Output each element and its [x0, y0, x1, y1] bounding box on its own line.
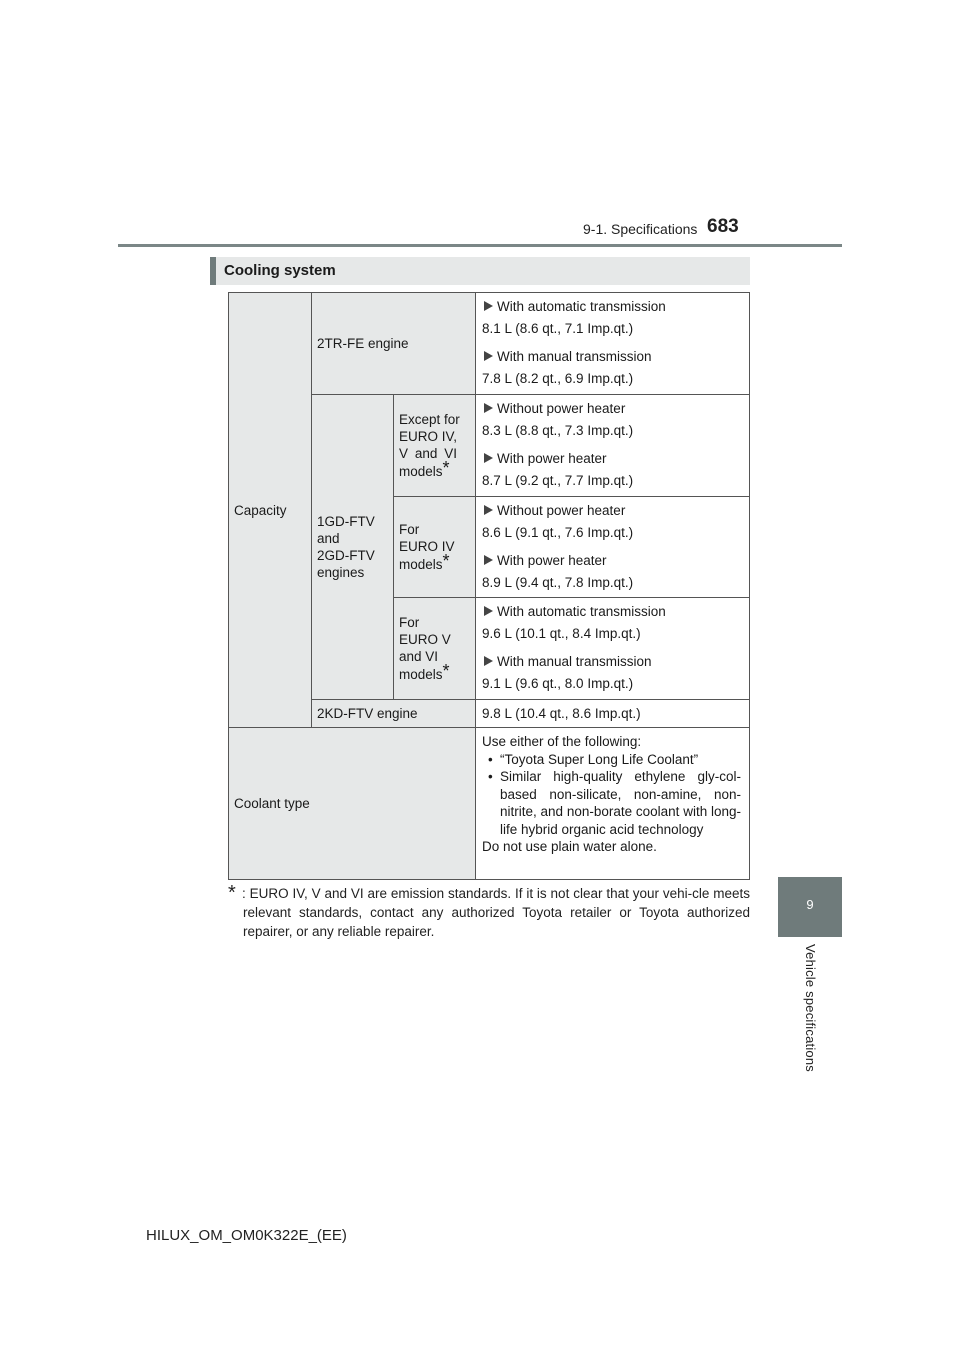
header-rule: [118, 244, 842, 247]
footnote: [228, 884, 750, 941]
option-row: [482, 348, 743, 365]
section-heading: [210, 257, 750, 285]
option-value: 9.6 L (10.1 qt., 8.4 Imp.qt.): [482, 626, 641, 641]
option-value: 7.8 L (8.2 qt., 6.9 Imp.qt.): [482, 371, 634, 386]
variant-euro-v-vi-label-cell: [393, 597, 475, 699]
footnote-star: *: [442, 458, 450, 478]
variant-label-line: models*: [399, 458, 450, 479]
triangle-bullet-icon: [484, 351, 493, 361]
variant-label: [399, 521, 455, 573]
engine-gd-label-line: and: [317, 531, 340, 546]
triangle-bullet-icon: [484, 453, 493, 463]
option-value: 9.1 L (9.6 qt., 8.0 Imp.qt.): [482, 676, 634, 691]
variant-label-line: EURO V: [399, 632, 451, 647]
coolant-label-cell: [228, 728, 475, 880]
engine-2kd-label-cell: [311, 699, 475, 728]
engine-2kd-value-cell: [475, 699, 750, 728]
footnote-text: : EURO IV, V and VI are emission standards. If it is not clear that your vehi-cle meets relevant standards, contact any authorized Toyota retailer or Toyota authorized repairer, or any reliable repairer.: [242, 886, 750, 939]
chapter-number: 9: [806, 897, 814, 912]
option-value: 8.9 L (9.4 qt., 7.8 Imp.qt.): [482, 575, 634, 590]
document-code: HILUX_OM_OM0K322E_(EE): [146, 1227, 347, 1244]
engine-gd-label-line: engines: [317, 565, 365, 580]
variant-label-line: Except for: [399, 412, 460, 427]
engine-2tr-value-cell: [475, 292, 750, 394]
coolant-value-cell: [475, 728, 750, 880]
engine-2tr-label-cell: [311, 292, 475, 394]
option-value: 8.3 L (8.8 qt., 7.3 Imp.qt.): [482, 423, 634, 438]
running-header-section: 9-1. Specifications: [583, 221, 698, 237]
variant-label-line: For: [399, 522, 420, 537]
coolant-options-list: [482, 751, 741, 839]
triangle-bullet-icon: [484, 505, 493, 515]
chapter-title: Vehicle specifications: [803, 944, 818, 1072]
engine-gd-label-cell: [311, 394, 393, 699]
variant-label-line: EURO IV: [399, 539, 455, 554]
option-condition: With manual transmission: [497, 654, 652, 669]
engine-gd-label-line: 1GD-FTV: [317, 514, 375, 529]
variant-label-line: and VI: [399, 649, 439, 664]
option-value: 8.6 L (9.1 qt., 7.6 Imp.qt.): [482, 525, 634, 540]
triangle-bullet-icon: [484, 656, 493, 666]
section-heading-accent: [210, 257, 216, 285]
triangle-bullet-icon: [484, 555, 493, 565]
option-condition: Without power heater: [497, 503, 626, 518]
coolant-option: • Similar high-quality ethylene gly-col-based non-silicate, non-amine, non-nitrite, and non-borate coolant with long-life hybrid organic acid technology: [482, 768, 741, 838]
engine-2kd-label: 2KD-FTV engine: [317, 706, 418, 721]
variant-except-euro-label-cell: [393, 394, 475, 496]
option-condition: With automatic transmission: [497, 299, 666, 314]
option-row: [482, 653, 743, 670]
option-condition: With power heater: [497, 451, 607, 466]
variant-label-line: V and VI: [399, 446, 458, 461]
option-row: [482, 450, 743, 467]
coolant-label: Coolant type: [234, 796, 310, 811]
variant-label: [399, 411, 464, 480]
variant-label-line: models*: [399, 661, 450, 682]
option-row: [482, 298, 743, 315]
option-condition: With power heater: [497, 553, 607, 568]
coolant-intro: Use either of the following:: [482, 734, 642, 749]
variant-label-line: models*: [399, 551, 450, 572]
capacity-label-cell: [228, 292, 311, 728]
spec-table: [228, 292, 750, 880]
engine-gd-label: [317, 513, 375, 581]
page-number: 683: [707, 216, 739, 237]
variant-except-euro-value-cell: [475, 394, 750, 496]
footnote-star: *: [442, 661, 450, 681]
engine-gd-label-line: 2GD-FTV: [317, 548, 375, 563]
footnote-star: *: [228, 882, 236, 904]
variant-euro-v-vi-value-cell: [475, 597, 750, 699]
coolant-option: • “Toyota Super Long Life Coolant”: [482, 751, 741, 769]
variant-label-line: For: [399, 615, 420, 630]
option-row: [482, 502, 743, 519]
engine-2kd-value: 9.8 L (10.4 qt., 8.6 Imp.qt.): [482, 706, 641, 721]
option-condition: With manual transmission: [497, 349, 652, 364]
option-value: 8.1 L (8.6 qt., 7.1 Imp.qt.): [482, 321, 634, 336]
triangle-bullet-icon: [484, 606, 493, 616]
triangle-bullet-icon: [484, 301, 493, 311]
variant-label: [399, 614, 451, 683]
engine-2tr-label: 2TR-FE engine: [317, 336, 409, 351]
option-row: [482, 552, 743, 569]
option-condition: With automatic transmission: [497, 604, 666, 619]
option-row: [482, 400, 743, 417]
option-row: [482, 603, 743, 620]
footnote-star: *: [442, 551, 450, 571]
variant-euro-iv-value-cell: [475, 496, 750, 597]
triangle-bullet-icon: [484, 403, 493, 413]
capacity-label: Capacity: [234, 502, 287, 518]
section-title: Cooling system: [224, 262, 336, 279]
variant-label-line: EURO IV,: [399, 429, 458, 444]
option-value: 8.7 L (9.2 qt., 7.7 Imp.qt.): [482, 473, 634, 488]
option-condition: Without power heater: [497, 401, 626, 416]
coolant-note: Do not use plain water alone.: [482, 839, 657, 854]
variant-euro-iv-label-cell: [393, 496, 475, 597]
chapter-tab: [778, 877, 842, 937]
